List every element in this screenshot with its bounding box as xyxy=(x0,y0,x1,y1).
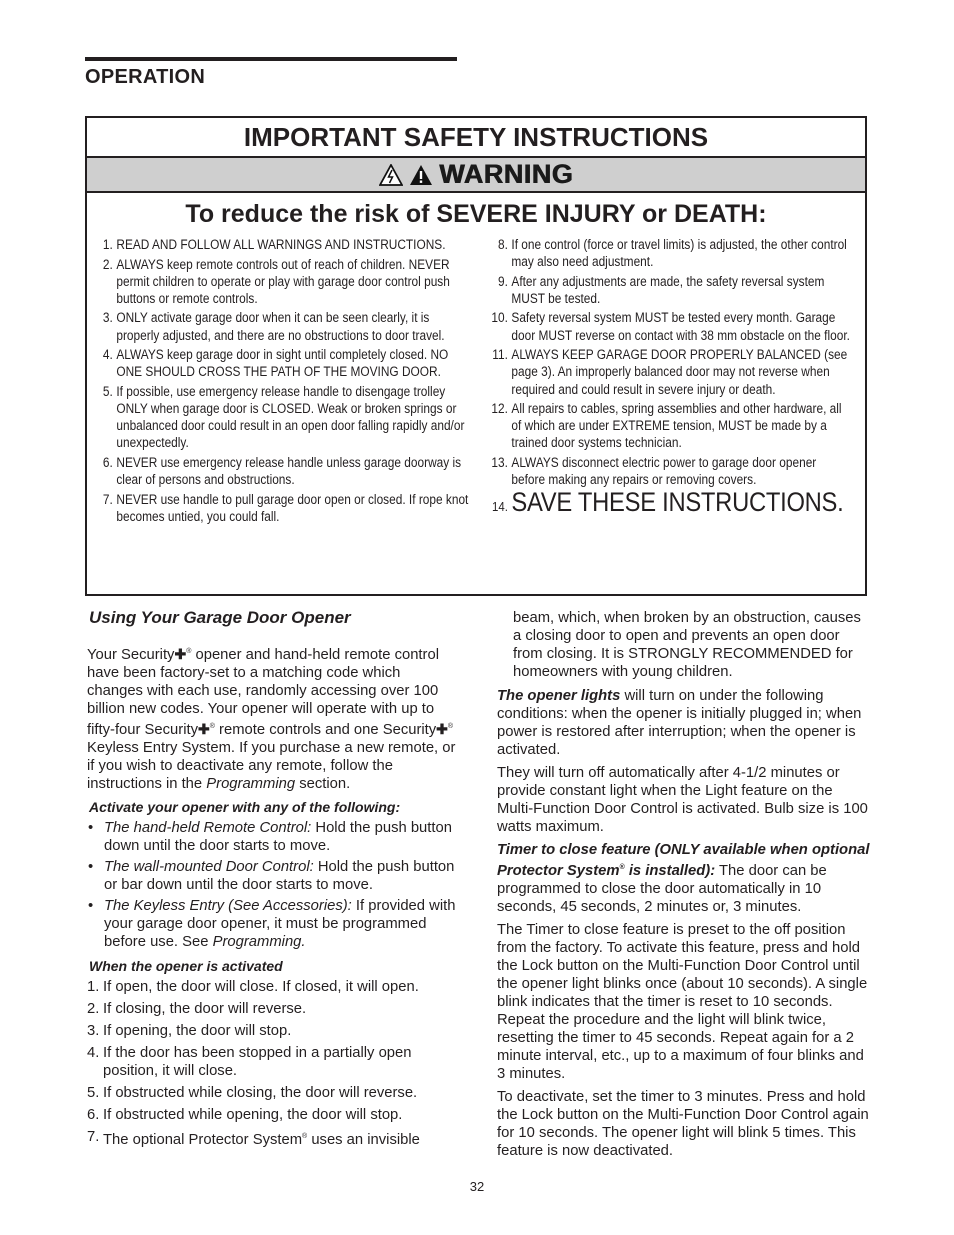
save-instructions: 14. SAVE THESE INSTRUCTIONS. xyxy=(491,487,844,518)
list-item: • The Keyless Entry (See Accessories): If provided with your garage door opener, it must be programmed before use. See Programming. xyxy=(88,897,456,950)
safety-item: 12. All repairs to cables, spring assemblies and other hardware, all of which are under EXTREME tension, MUST be made by a trained door systems technician. xyxy=(491,401,842,451)
activate-heading: Activate your opener with any of the following: xyxy=(89,798,401,815)
safety-item: 2. ALWAYS keep remote controls out of reach of children. NEVER permit children to operate or play with garage door control push buttons or remote controls. xyxy=(102,256,450,306)
right-column xyxy=(497,609,870,1165)
list-item: 4. If the door has been stopped in a partially open position, it will close. xyxy=(87,1044,412,1079)
safety-item: 11. ALWAYS KEEP GARAGE DOOR PROPERLY BALANCED (see page 3). An improperly balanced door may not reverse when required and could result in severe injury or death. xyxy=(492,347,848,397)
timer-paragraph: Timer to close feature (ONLY available when optional Protector System® is installed): The door can be programmed to close the door automatically in 10 seconds, 45 seconds, 2 minutes or, 3 minutes. xyxy=(497,842,870,915)
security-plus-icon: ✚ xyxy=(436,720,448,737)
list-item: 1. If open, the door will close. If closed, it will open. xyxy=(87,978,419,995)
safety-list-right xyxy=(485,236,851,516)
timer-preset-paragraph: The Timer to close feature is preset to the off position from the factory. To activate this feature, press and hold the Lock button on the Multi-Function Door Control until the opener light blinks once (about 10 seconds). A single blink indicates that the timer is reset to 10 seconds. Repeat the procedure and the light will blink twice, resetting the timer to 45 seconds. Repeat again for a 2 minute interval, etc., up to a maximum of four blinks and 3 minutes. xyxy=(497,921,868,1082)
exclamation-warning-icon xyxy=(409,164,433,186)
list-item: 5. If obstructed while closing, the door will reverse. xyxy=(87,1084,418,1101)
security-plus-icon: ✚ xyxy=(198,720,210,737)
list-item: 3. If opening, the door will stop. xyxy=(87,1022,292,1039)
save-instructions-text: SAVE THESE INSTRUCTIONS. xyxy=(511,487,844,518)
section-title: OPERATION xyxy=(85,66,206,88)
list-item: • The wall-mounted Door Control: Hold the push button or bar down until the door starts to move. xyxy=(88,858,455,893)
warning-band xyxy=(87,158,865,193)
auto-off-paragraph: They will turn off automatically after 4-1/2 minutes or provide constant light when the Light feature on the Multi-Function Door Control is activated. Bulb size is 100 watts maximum. xyxy=(497,765,868,835)
safety-heading: IMPORTANT SAFETY INSTRUCTIONS xyxy=(87,118,865,158)
page-number: 32 xyxy=(469,1179,485,1194)
header-rule xyxy=(85,57,457,61)
security-plus-icon: ✚ xyxy=(174,645,187,662)
safety-item: 10. Safety reversal system MUST be tested every month. Garage door MUST reverse on contact with 38 mm obstacle on the floor. xyxy=(491,310,850,343)
subsection-heading: Using Your Garage Door Opener xyxy=(89,608,351,627)
electric-shock-warning-icon xyxy=(379,164,403,186)
safety-item: 1. READ AND FOLLOW ALL WARNINGS AND INSTRUCTIONS. xyxy=(102,237,446,252)
continuation-paragraph: beam, which, when broken by an obstruction, causes a closing door to open and prevents an open door from closing. It is STRONGLY RECOMMENDED for homeowners with young children. xyxy=(513,610,861,680)
safety-item: 3. ONLY activate garage door when it can be seen clearly, it is properly adjusted, and there are no obstructions to door travel. xyxy=(102,310,445,343)
list-item: 2. If closing, the door will reverse. xyxy=(87,1000,307,1017)
safety-item: 6. NEVER use emergency release handle unless garage doorway is clear of persons and obstructions. xyxy=(102,454,462,488)
deactivate-paragraph: To deactivate, set the timer to 3 minutes. Press and hold the Lock button on the Multi-Function Door Control again for 10 seconds. The opener light will blink 5 times. This feature is now deactivated. xyxy=(497,1088,869,1159)
risk-heading: To reduce the risk of SEVERE INJURY or DEATH: xyxy=(185,200,767,228)
list-item: 7. The optional Protector System® uses an invisible xyxy=(87,1128,420,1148)
safety-item: 9. After any adjustments are made, the safety reversal system MUST be tested. xyxy=(497,273,825,306)
lights-paragraph: The opener lights will turn on under the following conditions: when the opener is initially plugged in; when power is restored after interruption; when the opener is activated. xyxy=(497,688,862,758)
safety-instructions-box xyxy=(85,116,867,596)
safety-item: 4. ALWAYS keep garage door in sight until completely closed. NO ONE SHOULD CROSS THE PATH OF THE MOVING DOOR. xyxy=(102,347,449,380)
intro-paragraph: Your Security✚® opener and hand-held remote control have been factory-set to a matching code which changes with each use, randomly accessing over 100 billion new codes. Your opener will operate with up to fifty-four Security✚® remote controls and one Security✚® Keyless Entry System. If you purchase a new remote, or if you wish to deactivate any remote, follow the instructions in the Programming section. xyxy=(87,645,456,792)
safety-item: 5. If possible, use emergency release handle to disengage trolley ONLY when garage door is CLOSED. Weak or broken springs or unbalanced door could result in an open door falling rapidly and/or unexpectedly. xyxy=(102,383,465,451)
list-item: 6. If obstructed while opening, the door will stop. xyxy=(87,1106,403,1123)
when-activated-heading: When the opener is activated xyxy=(89,957,283,974)
safety-item: 13. ALWAYS disconnect electric power to garage door opener before making any repairs or removing covers. xyxy=(491,454,817,488)
safety-item: 7. NEVER use handle to pull garage door open or closed. If rope knot becomes untied, you could fall. xyxy=(102,491,469,524)
warning-label: WARNING xyxy=(439,159,573,189)
left-column xyxy=(87,609,457,1153)
list-item: • The hand-held Remote Control: Hold the push button down until the door starts to move. xyxy=(88,819,452,854)
safety-item: 8. If one control (force or travel limits) is adjusted, the other control may also need adjustment. xyxy=(497,237,847,270)
safety-list-left xyxy=(97,236,469,527)
